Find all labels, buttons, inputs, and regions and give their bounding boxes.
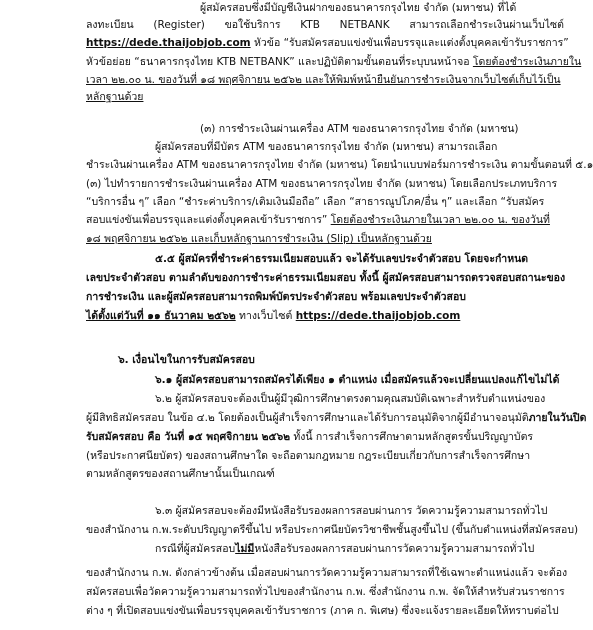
paragraph-line: ๖.๒ ผู้สมัครสอบจะต้องเป็นผู้มีวุฒิการศึกษาตรงตามคุณสมบัติเฉพาะสำหรับตำแหน่งของ (155, 393, 546, 405)
paragraph-line: ของสำนักงาน ก.พ. ดังกล่าวข้างต้น เมื่อสอบผ่านการวัดความรู้ความสามารถที่ใช้เฉพาะตำแหน่งแล้ว จะต้อง (86, 567, 568, 579)
paragraph-line: ตามหลักสูตรของสถานศึกษานั้นเป็นเกณฑ์ (86, 468, 275, 480)
paragraph-line: สอบแข่งขันเพื่อบรรจุและแต่งตั้งบุคคลเข้ารับราชการ” โดยต้องชำระเงินภายในเวลา ๒๒.๐๐ น. ของวันที่ (86, 214, 550, 226)
bold-paragraph-line: ได้ตั้งแต่วันที่ ๑๑ ธันวาคม ๒๕๖๒ ทางเว็บไซต์ https://dede.thaijobjob.com (86, 310, 461, 322)
subsection-heading: (๓) การชำระเงินผ่านเครื่อง ATM ของธนาคารกรุงไทย จำกัด (มหาชน) (200, 123, 519, 135)
paragraph-line: หัวข้อย่อย “ธนาคารกรุงไทย KTB NETBANK” และปฏิบัติตามขั้นตอนที่ระบุบนหน้าจอ โดยต้องชำระเงินภายใน (86, 56, 582, 68)
paragraph-line: ๖.๓ ผู้สมัครสอบจะต้องมีหนังสือรับรองผลการสอบผ่านการ วัดความรู้ความสามารถทั่วไป (155, 505, 548, 517)
paragraph-line: ชำระเงินผ่านเครื่อง ATM ของธนาคารกรุงไทย จำกัด (มหาชน) โดยนำแบบฟอร์มการชำระเงิน ตามขั้นตอนที่ ๕.๑ (86, 159, 593, 171)
paragraph-line (86, 90, 564, 104)
deadline-underlined-text: หลักฐานด้วย (86, 91, 144, 103)
deadline-underlined-text: โดยต้องชำระเงินภายใน (472, 56, 582, 68)
bold-paragraph-line: การชำระเงิน และผู้สมัครสอบสามารถพิมพ์บัตรประจำตัวสอบ พร้อมเลขประจำตัวสอบ (86, 291, 466, 303)
paragraph-line (86, 232, 564, 246)
paragraph-line: ลงทะเบียน (Register) ขอใช้บริการ KTB NETBANK สามารถเลือกชำระเงินผ่านเว็บไซต์ (86, 19, 564, 31)
print-date-underlined: ได้ตั้งแต่วันที่ ๑๑ ธันวาคม ๒๕๖๒ (86, 310, 236, 322)
paragraph-line: ของสำนักงาน ก.พ.ระดับปริญญาตรีขึ้นไป หรือประกาศนียบัตรวิชาชีพชั้นสูงขึ้นไป (ขึ้นกับตำแหน่งที่สมัครสอบ) (86, 524, 579, 536)
paragraph-line: https://dede.thaijobjob.com หัวข้อ “รับสมัครสอบแข่งขันเพื่อบรรจุและแต่งตั้งบุคคลเข้ารับราชการ” (86, 37, 569, 49)
bold-paragraph-line: ๖.๑ ผู้สมัครสอบสามารถสมัครได้เพียง ๑ ตำแหน่ง เมื่อสมัครแล้วจะเปลี่ยนแปลงแก้ไขไม่ได้ (155, 374, 560, 386)
paragraph-line: (๓) ไปทำรายการชำระเงินผ่านเครื่อง ATM ของธนาคารกรุงไทย จำกัด (มหาชน) โดยเลือกประเภทบริการ (86, 178, 558, 190)
paragraph-line: (หรือประกาศนียบัตร) ของสถานศึกษาใด จะถือตามกฎหมาย กฎระเบียบเกี่ยวกับการสำเร็จการศึกษา (86, 450, 531, 462)
deadline-underlined-text: เวลา ๒๒.๐๐ น. ของวันที่ ๑๘ พฤศจิกายน ๒๕๖๒ และให้พิมพ์หน้ายืนยันการชำระเงินจากเว็บไซต์เก็บไว้เป็น (86, 74, 561, 86)
section-heading: ๖. เงื่อนไขในการรับสมัครสอบ (118, 354, 255, 366)
paragraph-line: รับสมัครสอบ คือ วันที่ ๑๕ พฤศจิกายน ๒๕๖๒ ทั้งนี้ การสำเร็จการศึกษาตามหลักสูตรขั้นปริญญาบัตร (86, 431, 534, 443)
website-link[interactable]: https://dede.thaijobjob.com (86, 37, 251, 49)
paragraph-line (86, 73, 564, 87)
paragraph-line: ผู้สมัครสอบที่มีบัตร ATM ของธนาคารกรุงไทย จำกัด (มหาชน) สามารถเลือก (155, 141, 498, 153)
deadline-underlined-text: ๑๘ พฤศจิกายน ๒๕๖๒ และเก็บหลักฐานการชำระเงิน (Slip) เป็นหลักฐานด้วย (86, 233, 432, 245)
deadline-underlined-text: โดยต้องชำระเงินภายในเวลา ๒๒.๐๐ น. ของวันที่ (330, 214, 550, 226)
paragraph-line: “บริการอื่น ๆ” เลือก “ชำระค่าบริการ/เติมเงินมือถือ” เลือก “สาธารณูปโภค/อื่น ๆ” และเลือก “รับสมัคร (86, 196, 545, 208)
paragraph-line: กรณีที่ผู้สมัครสอบไม่มีหนังสือรับรองผลการสอบผ่านการวัดความรู้ความสามารถทั่วไป (155, 543, 535, 555)
bold-paragraph-line: ๕.๕ ผู้สมัครที่ชำระค่าธรรมเนียมสอบแล้ว จะได้รับเลขประจำตัวสอบ โดยจะกำหนด (155, 253, 529, 265)
paragraph-line: ผู้มีสิทธิสมัครสอบ ในข้อ ๔.๒ โดยต้องเป็นผู้สำเร็จการศึกษาและได้รับการอนุมัติจากผู้มีอำนาจอนุมัติภายในวันปิด (86, 412, 587, 424)
emphasis-no: ไม่มี (235, 543, 255, 555)
paragraph-line: ต่าง ๆ ที่เปิดสอบแข่งขันเพื่อบรรจุบุคคลเข้ารับราชการ (ภาค ก. พิเศษ) ซึ่งจะแจ้งรายละเอียดให้ทราบต่อไป (86, 605, 559, 617)
paragraph-line: สมัครสอบเพื่อวัดความรู้ความสามารถทั่วไปของสำนักงาน ก.พ. ซึ่งสำนักงาน ก.พ. จัดให้สำหรับส่วนราชการ (86, 586, 565, 598)
paragraph-line: ผู้สมัครสอบซึ่งมีบัญชีเงินฝากของธนาคารกรุงไทย จำกัด (มหาชน) ที่ได้ (200, 2, 517, 14)
website-link[interactable]: https://dede.thaijobjob.com (295, 310, 461, 322)
bold-paragraph-line: เลขประจำตัวสอบ ตามลำดับของการชำระค่าธรรมเนียมสอบ ทั้งนี้ ผู้สมัครสอบสามารถตรวจสอบสถานะของ (86, 272, 566, 284)
